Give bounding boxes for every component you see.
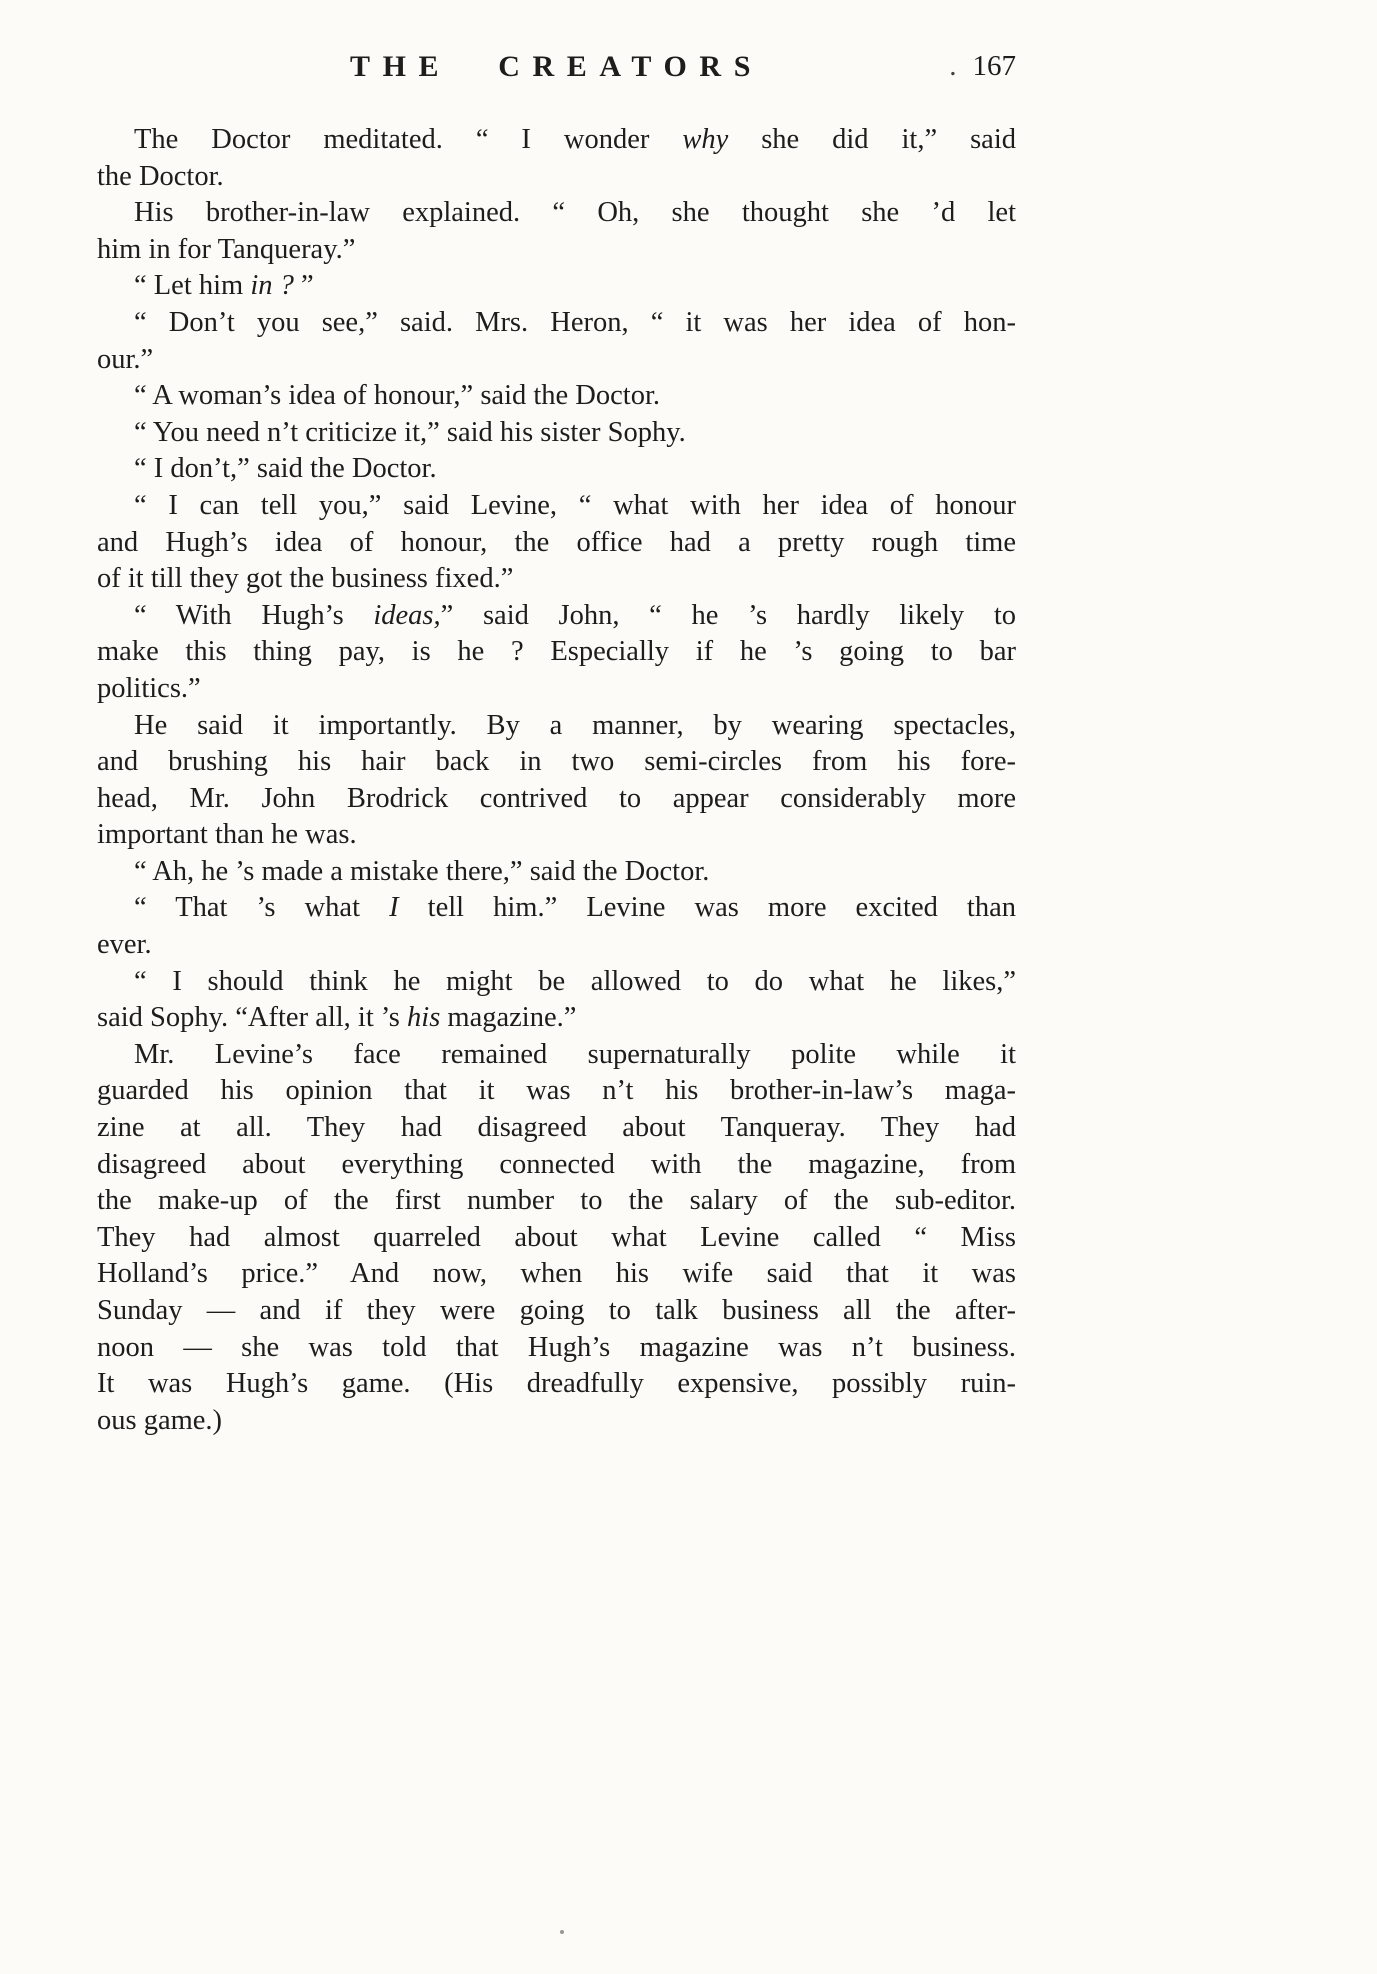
text-segment: tell him.” Levine was more excited than <box>398 892 1016 924</box>
paragraph <box>97 1037 1016 1440</box>
text-line <box>97 342 1016 379</box>
text-segment: “ With Hugh’s <box>134 599 374 631</box>
text-line <box>97 1000 1016 1037</box>
text-line <box>97 1293 1016 1330</box>
text-line <box>97 744 1016 781</box>
italic-text: his <box>407 1002 441 1034</box>
text-line <box>97 1037 1016 1074</box>
text-line <box>97 268 1016 305</box>
text-segment: “ A woman’s idea of honour,” said the Doctor. <box>134 380 660 412</box>
text-segment: the make-up of the first number to the salary of the sub-editor. <box>97 1185 1016 1217</box>
text-line <box>97 1330 1016 1367</box>
text-line <box>97 122 1016 159</box>
text-segment: guarded his opinion that it was n’t his brother-in-law’s maga- <box>97 1075 1016 1107</box>
paragraph <box>97 964 1016 1037</box>
text-segment: ” said John, “ he ’s hardly likely to <box>440 599 1016 631</box>
text-segment: magazine.” <box>440 1002 577 1034</box>
text-line <box>97 1256 1016 1293</box>
text-line <box>97 415 1016 452</box>
text-block <box>97 122 1016 1439</box>
text-segment: “ Don’t you see,” said. Mrs. Heron, “ it was her idea of hon- <box>134 306 1016 338</box>
text-segment: “ I don’t,” said the Doctor. <box>134 453 437 485</box>
text-segment: They had almost quarreled about what Levine called “ Miss <box>97 1221 1016 1253</box>
text-line <box>97 854 1016 891</box>
text-line <box>97 488 1016 525</box>
paragraph <box>97 890 1016 963</box>
text-segment: him in for Tanqueray.” <box>97 233 356 265</box>
text-segment: ous game.) <box>97 1404 223 1436</box>
text-line <box>97 1183 1016 1220</box>
text-segment: noon — she was told that Hugh’s magazine was n’t business. <box>97 1331 1016 1363</box>
paragraph <box>97 488 1016 598</box>
paragraph <box>97 268 1016 305</box>
text-line <box>97 927 1016 964</box>
text-line <box>97 1220 1016 1257</box>
paragraph <box>97 415 1016 452</box>
italic-text: why <box>682 124 729 155</box>
text-line <box>97 708 1016 745</box>
text-segment: “ Let him <box>134 270 251 302</box>
text-line <box>97 671 1016 708</box>
text-segment: “ I should think he might be allowed to do what he likes,” <box>134 965 1016 997</box>
paragraph <box>97 122 1016 195</box>
running-header-title: THE CREATORS <box>350 50 763 83</box>
text-segment: His brother-in-law explained. “ Oh, she thought she ’d let <box>134 197 1016 229</box>
page-number <box>949 50 1016 83</box>
italic-text: ideas, <box>373 599 441 631</box>
text-line <box>97 1147 1016 1184</box>
text-segment: ” <box>293 270 314 302</box>
text-segment: said Sophy. “After all, it ’s <box>97 1002 408 1034</box>
text-line <box>97 305 1016 342</box>
text-segment: He said it importantly. By a manner, by wearing spectacles, <box>134 709 1016 741</box>
text-line <box>97 598 1016 635</box>
text-line <box>97 525 1016 562</box>
text-line <box>97 1110 1016 1147</box>
text-segment: important than he was. <box>97 819 357 851</box>
paragraph <box>97 598 1016 708</box>
paragraph <box>97 195 1016 268</box>
text-segment: The Doctor meditated. “ I wonder <box>134 124 683 155</box>
text-line <box>97 232 1016 269</box>
text-line <box>97 195 1016 232</box>
paragraph <box>97 708 1016 854</box>
text-segment: Holland’s price.” And now, when his wife said that it was <box>97 1258 1016 1290</box>
text-segment: the Doctor. <box>97 160 224 192</box>
text-line <box>97 964 1016 1001</box>
text-line <box>97 378 1016 415</box>
text-segment: and brushing his hair back in two semi-circles from his fore- <box>97 746 1016 778</box>
text-line <box>97 817 1016 854</box>
text-segment: ever. <box>97 929 152 961</box>
paragraph <box>97 451 1016 488</box>
text-segment: head, Mr. John Brodrick contrived to appear considerably more <box>97 782 1016 814</box>
scan-speck <box>560 1930 564 1934</box>
running-header <box>97 50 1016 88</box>
text-segment: politics.” <box>97 672 201 704</box>
italic-text: I <box>389 892 399 924</box>
text-line <box>97 890 1016 927</box>
page-number-text: 167 <box>972 50 1016 82</box>
text-segment: “ You need n’t criticize it,” said his sister Sophy. <box>134 416 686 448</box>
text-line <box>97 561 1016 598</box>
text-segment: our.” <box>97 343 154 375</box>
text-line <box>97 634 1016 671</box>
text-line <box>97 781 1016 818</box>
text-segment: Mr. Levine’s face remained supernaturally polite while it <box>134 1038 1016 1070</box>
text-segment: It was Hugh’s game. (His dreadfully expensive, possibly ruin- <box>97 1368 1016 1400</box>
paragraph <box>97 854 1016 891</box>
stray-dot: . <box>949 50 957 82</box>
text-segment: “ That ’s what <box>134 892 390 924</box>
text-line <box>97 1073 1016 1110</box>
text-segment: Sunday — and if they were going to talk business all the after- <box>97 1295 1016 1326</box>
text-segment: “ I can tell you,” said Levine, “ what with her idea of honour <box>134 489 1016 521</box>
text-segment: make this thing pay, is he ? Especially if he ’s going to bar <box>97 636 1016 668</box>
text-line <box>97 1366 1016 1403</box>
italic-text: in ? <box>250 270 294 302</box>
paragraph <box>97 378 1016 415</box>
text-segment: and Hugh’s idea of honour, the office had a pretty rough time <box>97 526 1016 558</box>
text-line <box>97 1403 1016 1440</box>
text-segment: disagreed about everything connected with the magazine, from <box>97 1148 1016 1180</box>
paragraph <box>97 305 1016 378</box>
text-segment: “ Ah, he ’s made a mistake there,” said the Doctor. <box>134 855 710 887</box>
text-line <box>97 159 1016 196</box>
text-line <box>97 451 1016 488</box>
text-segment: she did it,” said <box>728 124 1016 155</box>
text-segment: zine at all. They had disagreed about Tanqueray. They had <box>97 1112 1016 1144</box>
text-segment: of it till they got the business fixed.” <box>97 563 514 595</box>
